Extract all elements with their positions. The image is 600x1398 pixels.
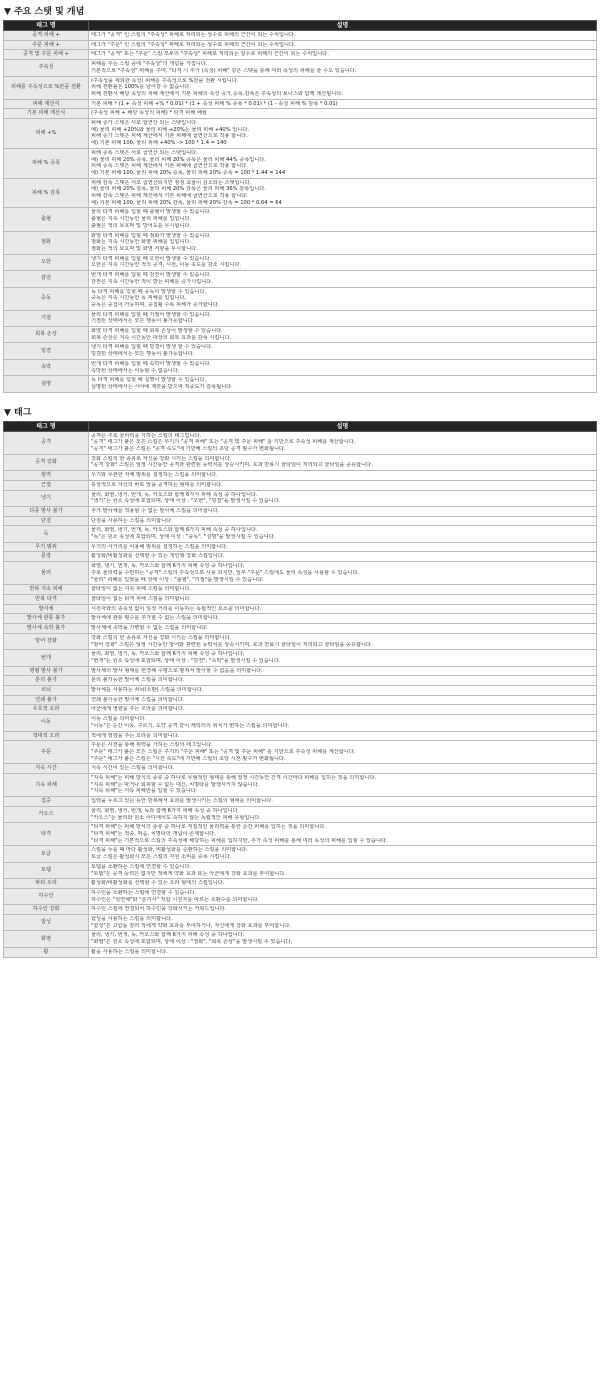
description-line: 중독은 지속 시간동안 독 피해를 입힙니다. [91,295,187,302]
table-row [4,585,597,595]
row-description [89,490,597,506]
row-description [89,480,597,490]
row-tag-name: 방어 강화 [4,633,89,649]
description-line: 이동 스킬을 의미합니다. [91,716,147,723]
row-description [89,666,597,676]
description-line: 독 타격 피해를 입힐 때 중독이 발생할 수 있습니다. [91,288,207,295]
row-tag-name: 피해 +% [4,119,89,149]
row-tag-name: 화염 [4,931,89,947]
row-description [89,50,597,60]
table-row [4,343,597,359]
row-tag-name: 주문 [4,741,89,764]
table-row [4,823,597,846]
row-description [89,454,597,470]
row-tag-name: 병렬 발사 불가 [4,666,89,676]
row-description [89,431,597,454]
row-tag-name: 회복 손상 [4,327,89,343]
table-row [4,480,597,490]
description-line: 독 타격 피해를 입힐 때 실명이 발생할 수 있습니다. [91,377,207,384]
table-row [4,208,597,231]
table-row [4,947,597,957]
description-line: 스킬을 누를 때 마다 활성화, 비활성화를 순환하는 스킬을 의미합니다. [91,847,248,854]
description-line: "카오스"는 물리와 원소 어디에서도 속하지 않는 독립적인 피해 유형입니다. [91,814,261,821]
description-line: 번개 타격 피해를 입힐 때 감전이 발생할 수 있습니다. [91,272,212,279]
row-description [89,208,597,231]
row-tag-name: 오한 [4,254,89,270]
row-description [89,376,597,392]
description-line: 피해를 주는 스킬 중에 "주속성"의 개념을 가집니다. [91,61,208,68]
row-description [89,310,597,326]
description-line: "공격" 태그가 붙은 모든 스킬은 무기의 "공격 피해" 또는 "공격 및 주문 피해" 를 기반으로 주속성 피해를 계산합니다. [91,439,356,446]
row-tag-name: 속박 [4,359,89,375]
table-row [4,846,597,862]
row-description [89,846,597,862]
description-line: "공격" 태그가 붙은 스킬은 "공격 속도"에 기반해 스킬의 초당 공격 횟수가 변화됩니다. [91,446,286,453]
header-desc: 설명 [89,421,597,431]
description-line: "냉기"는 원소 속성에 포함되며, 상태 이상 : "오한", "빙결"을 발생시킬 수 있습니다. [91,498,281,505]
tags-table-body [4,431,597,957]
description-line: "방어 강화" 스킬은 일정 시간동안 방어와 관련된 능력치를 상승시키며, 효과 만료시 쿨타임이 처리되고 쿨타임을 공유합니다. [91,641,373,648]
row-description [89,614,597,624]
description-line: 번개 타격 피해를 입힐 때 속박이 발생할 수 있습니다. [91,360,212,367]
row-tag-name: 광역 [4,471,89,481]
description-line: 태그가 "주문" 인 스킬의 "주속성" 피해로 처리되는 상수로 피해의 근간이 되는 수치입니다. [91,41,296,48]
row-description [89,695,597,705]
stats-table-body [4,31,597,393]
row-description [89,542,597,552]
row-description [89,60,597,76]
table-row [4,506,597,516]
table-row [4,40,597,50]
table-row [4,99,597,109]
description-line: "물리" 피해를 입혔을 때 상태 이상 : "출혈", "기절"을 발생시킬 수 있습니다. [91,576,264,583]
table-row [4,254,597,270]
description-line: 토템을 소환하는 스킬에 연결할 수 있습니다. [91,863,192,870]
description-line: 예) 기본 피해 100, 물리 피해 +40% -> 100 * 1.4 = 140 [91,140,227,147]
description-line: 냉기 타격 피해를 입힐 때 빙결이 발생 할 수 있습니다. [91,344,213,351]
row-description [89,148,597,178]
table-row [4,624,597,634]
row-tag-name: 피해를 주속성으로 %만큼 전환 [4,76,89,99]
description-line: 출혈은 적의 보호막 및 방어도를 무시합니다. [91,222,192,229]
table-row [4,109,597,119]
table-row [4,797,597,807]
table-row [4,650,597,666]
description-line: 예) 기본 피해 100, 물리 피해 20% 증폭, 물리 피해 20% 증폭 = 100 * 1.44 = 144 [91,169,286,176]
description-line: "타격 피해"는 기본적으로 스킬의 주속성에 해당하는 피해를 입히지만, 추가 속성 피해를 통해 여러 속성의 피해를 입힐 수 있습니다. [91,837,388,844]
table-row [4,31,597,41]
description-line: 냉기 타격 피해를 입힐 때 오한이 발생할 수 있습니다. [91,255,212,262]
row-tag-name: 우호적 오라 [4,705,89,715]
row-description [89,650,597,666]
row-description [89,604,597,614]
row-tag-name: 타격 [4,823,89,846]
header-tag: 태그 명 [4,421,89,431]
table-row [4,359,597,375]
description-line: "공격 강화" 스킬은 일정 시간동안 공격과 관련된 능력치를 상승시키며, 효과 만료시 쿨타임이 처리되고 쿨타임을 공유합니다. [91,462,373,469]
row-description [89,271,597,287]
description-line: 연쇄 불가능한 발사체 스킬을 의미합니다. [91,696,185,703]
row-tag-name: 집중 [4,797,89,807]
description-line: 출혈은 지속 시간동안 물리 피해를 입힙니다. [91,216,192,223]
table-row [4,490,597,506]
table-row [4,471,597,481]
description-line: 점화는 적의 보호막 및 화염 저항을 무시합니다. [91,245,198,252]
table-row [4,562,597,585]
description-line: 감전은 지속 시간동안 적이 받는 피해를 증가시킵니다. [91,278,213,285]
table-row [4,888,597,904]
description-line: "함성"은 고함을 질러 적에게 약화 효과를 부여하거나, 자신에게 강화 효과를 부여합니다. [91,922,291,929]
row-description [89,595,597,605]
row-tag-name: 피해 계산식 [4,99,89,109]
row-tag-name: 활 [4,947,89,957]
description-line: 태그가 "공격" 또는 "주문" 스킬 모두의 "주속성" 피해로 처리되는 상수로 피해의 근간이 되는 수치입니다. [91,51,329,58]
table-row [4,552,597,562]
row-description [89,741,597,764]
description-line: 함성을 사용하는 스킬을 의미합니다. [91,916,173,923]
section-title-stats: ▼ 주요 스탯 및 개념 [4,7,85,17]
description-line: 피해 전환률은 100%를 넘어갈 수 없습니다. [91,84,191,91]
table-row [4,905,597,915]
description-line: 적에게 영향을 주는 오라를 의미합니다. [91,732,180,739]
row-description [89,915,597,931]
row-tag-name: 반복 타격 [4,595,89,605]
stats-table [3,20,597,393]
table-row [4,915,597,931]
row-description [89,931,597,947]
row-tag-name: 물리 [4,562,89,585]
row-tag-name: 적대적 오라 [4,731,89,741]
description-line: 하수인 스킬에 연결되어 하수인을 강화시키는 키워드입니다. [91,906,227,913]
row-description [89,119,597,149]
row-tag-name: 중독 [4,287,89,310]
description-line: 발사체에 속박을 가변할 수 없는 스킬을 의미합니다. [91,625,208,632]
table-row [4,806,597,822]
row-tag-name: 빙결 [4,343,89,359]
row-tag-name: 토템 [4,862,89,878]
row-description [89,562,597,585]
description-line: 토글 스킬은 활성화시 모든 스킬의 자원 소비를 증폭 시킵니다. [91,854,232,861]
description-line: 지속 시간이 있는 스킬을 의미합니다. [91,765,175,772]
row-tag-name: 토글 [4,846,89,862]
description-line: 활성화/비활성화를 선택할 수 있는 개인형 강화 스킬입니다. [91,553,225,560]
row-tag-name: 공격 강화 [4,454,89,470]
description-line: 활을 사용하는 스킬을 의미합니다. [91,948,168,955]
table-row [4,231,597,254]
description-line: "타격 피해"는 적중, 막음, 치명타의 개념이 존재합니다. [91,830,216,837]
description-line: 피해 증가 스탯은 피해 계산에서 기본 피해에 곱연산으로 작용 합니다. [91,133,248,140]
row-description [89,99,597,109]
row-tag-name: 이동 [4,715,89,731]
description-line: 통상적으로 자신의 바로 앞을 공격하는 형태를 의미합니다. [91,481,223,488]
row-description [89,231,597,254]
row-tag-name: 반복 지속 피해 [4,585,89,595]
table-row [4,715,597,731]
description-line: 발사체를 사용하는 쇠뇌(소환) 스킬을 의미합니다. [91,687,204,694]
row-description [89,731,597,741]
row-tag-name: 발사체 관통 불가 [4,614,89,624]
table-row [4,431,597,454]
description-line: 기본 피해 * (1 + 속성 피해 +% * 0.01) * (1 + 속성 피해 % 증폭 * 0.01) * (1 - 속성 피해 % 감폭 * 0.01) [91,100,338,107]
description-line: 단검을 사용하는 스킬을 의미합니다. [91,517,173,524]
description-line: "지속 피해"는 막거나 회피할 수 없는 대신, 치명타를 발생시키지 않습니다. [91,781,260,788]
row-description [89,705,597,715]
row-tag-name: 분리 불가 [4,676,89,686]
description-line: "주문" 태그가 붙은 스킬은 "시전 속도"에 기반해 스킬의 초당 시전 횟수가 변화됩니다. [91,755,286,762]
description-line: 피해 증폭 스탯은 서로 곱연산 되는 스탯입니다. [91,149,198,156]
row-tag-name: 카오스 [4,806,89,822]
description-line: 시전자와의 종속성 없이 일정 거리를 이동하는 독립적인 요소를 의미합니다. [91,605,262,612]
row-description [89,806,597,822]
table-header [4,21,597,31]
row-description [89,471,597,481]
row-tag-name: 발사체 [4,604,89,614]
row-tag-name: 기절 [4,310,89,326]
row-tag-name: 파티 오라 [4,879,89,889]
description-line: 추가 발사체를 적용할 수 없는 발사체 스킬을 의미합니다. [91,507,220,514]
description-line: 하수인을 소환하는 스킬에 연결할 수 있습니다. [91,889,197,896]
description-line: 피해 증가 스탯은 서로 합연산 되는 스탯입니다. [91,120,198,127]
row-tag-name: 지속 피해 [4,774,89,797]
table-row [4,526,597,542]
row-tag-name: 공격 [4,431,89,454]
header-desc: 설명 [89,21,597,31]
table-row [4,310,597,326]
description-line: 피해 감폭 스탯은 서로 곱연산되지만 점점 효율이 감소되는 스탯입니다. [91,179,252,186]
table-row [4,287,597,310]
description-line: 무기의 사거리를 이용해 범위를 설정하는 스킬을 의미합니다. [91,543,228,550]
table-row [4,376,597,392]
description-line: 빙결된 상태에서는 모든 행동이 불가능합니다. [91,351,195,358]
description-line: 실명된 상태에서는 시야에 제한을 받으며 적중도가 감폭됩니다. [91,383,233,390]
row-tag-name: 근접 [4,480,89,490]
tags-table [3,421,597,958]
row-description [89,676,597,686]
description-line: 예) 물리 피해 20% 감폭, 물리 피해 20% 감폭은 물리 피해 36% 감폭입니다. [91,186,266,193]
description-line: 예) 물리 피해 +20%와 물리 피해 +20%는 물리 피해 +40% 입니다. [91,126,249,133]
row-tag-name: 번개 [4,650,89,666]
row-tag-name: 함성 [4,915,89,931]
table-row [4,931,597,947]
section-title-tags: ▼ 태그 [4,407,32,418]
row-description [89,178,597,208]
description-line: 피해 증폭 스탯은 피해 계산에서 기본 피해에 곱연산으로 작용 합니다. [91,163,248,170]
row-description [89,76,597,99]
row-tag-name: 하수인 강화 [4,905,89,915]
table-row [4,542,597,552]
row-tag-name: 공격 및 주문 피해 + [4,50,89,60]
row-description [89,686,597,696]
row-tag-name: 쇠뇌 [4,686,89,696]
row-description [89,888,597,904]
row-description [89,516,597,526]
description-line: 중독은 중첩이 가능하며, 중첩될 수록 피해가 증가합니다. [91,301,220,308]
row-tag-name: 실명 [4,376,89,392]
table-row [4,695,597,705]
description-line: 강화 스킬의 한 종류로 자신을 강화 시키는 스킬을 의미합니다. [91,634,232,641]
row-description [89,947,597,957]
row-description [89,109,597,119]
row-description [89,506,597,516]
description-line: 물리, 화염, 냉기, 번개, 독, 카오스와 함께 6가지 피해 속성 중 하나입니다. [91,491,258,498]
row-tag-name: 주속성 [4,60,89,76]
table-row [4,676,597,686]
description-line: "지속 피해"는 피해 방식의 종류 중 하나로 무형적인 형태를 통해 일정 시간동안 간격 시간마다 피해를 입히는 것을 의미합니다. [91,775,377,782]
description-line: 활성화/비활성화를 선택할 수 있는 오라 형태의 스킬입니다. [91,880,225,887]
row-tag-name: 피해 % 증폭 [4,148,89,178]
table-row [4,879,597,889]
table-row [4,178,597,208]
description-line: 물리, 화염, 냉기, 번개, 독, 카오스와 함께 6가지 피해 속성 중 하나입니다. [91,527,258,534]
row-tag-name: 지속 시간 [4,764,89,774]
table-row [4,60,597,76]
table-row [4,614,597,624]
description-line: (주속성을 제외한 속성) 피해를 주속성으로 %만큼 전환 시킵니다. [91,77,239,84]
row-tag-name: 발사체 속박 불가 [4,624,89,634]
table-row [4,633,597,649]
description-line: 피해 감폭 스탯은 피해 계산에서 기본 피해에 곱연산으로 작용 합니다. [91,193,248,200]
description-line: 기본적으로 "주속성" 피해를 주며, "타격 시 추가 (속성) 피해" 같은 스탯을 통해 여러 속성의 피해를 줄 수도 있습니다. [91,67,357,74]
row-description [89,343,597,359]
row-tag-name: 하수인 [4,888,89,904]
description-line: 기절된 상태에서는 모든 행동이 불가능합니다. [91,318,195,325]
row-tag-name: 주문 피해 + [4,40,89,50]
row-tag-name: 무기 범위 [4,542,89,552]
row-tag-name: 점화 [4,231,89,254]
row-description [89,254,597,270]
description-line: 태그가 "공격" 인 스킬의 "주속성" 피해로 처리되는 상수로 피해의 근간이 되는 수치입니다. [91,32,296,38]
row-description [89,715,597,731]
description-line: 주로 물리력을 수반하는 "공격" 스킬의 주속성으로 사용 되지만, 일부 "주문" 스킬에도 물리 속성을 사용할 수 있습니다. [91,569,360,576]
description-line: "번개"는 원소 속성에 포함되며, 상태 이상 : "감전", "속박"을 발생시킬 수 있습니다. [91,657,281,664]
description-line: 분리 불가능한 발사체 스킬을 의미합니다. [91,677,185,684]
description-line: 화염 타격 피해를 입힐 때 점화가 발생할 수 있습니다. [91,232,212,239]
description-line: 화염, 냉기, 번개, 독, 카오스와 함께 6가지 피해 속성 중 하나입니다. [91,563,245,570]
description-line: 발사체의 발사 형태를 변경해 수평으로 펼쳐서 발사할 수 없음을 의미합니다. [91,667,263,674]
description-line: 쿨타임이 없는 타격 피해 스킬을 의미합니다. [91,596,192,602]
description-line: 속박된 상태에서는 이동할 수 없습니다. [91,367,180,374]
description-line: 피해 전환시 해당 속성의 피해 계산에서 기본 피해의 속성 증가,증폭,감폭은 주속성의 보너스와 함께 계산됩니다. [91,90,343,97]
table-row [4,595,597,605]
row-description [89,764,597,774]
table-row [4,774,597,797]
row-description [89,797,597,807]
description-line: 입력을 누르고 있는 동안 반복해서 효과를 발생시키는 스킬의 형태를 의미합니다. [91,798,273,805]
row-description [89,774,597,797]
row-tag-name: 공격 피해 + [4,31,89,41]
table-row [4,731,597,741]
description-line: 강화 스킬의 한 종류로 자신을 강화 시키는 스킬을 의미합니다. [91,455,232,462]
row-tag-name: 문장 [4,552,89,562]
row-tag-name: 출혈 [4,208,89,231]
description-line: "타격 피해"는 피해 방식의 종류 중 하나로 직접적인 물리력을 통한 순간 피해를 입히는 것을 의미합니다. [91,824,326,831]
header-tag: 태그 명 [4,21,89,31]
description-line: 예) 기본 피해 100, 물리 피해 20% 감폭, 물리 피해 20% 감폭 = 100 * 0.64 = 64 [91,199,282,206]
table-row [4,705,597,715]
row-description [89,526,597,542]
table-row [4,764,597,774]
description-line: 물리 타격 피해를 입힐 때 기절이 발생할 수 있습니다. [91,311,212,318]
description-line: "독"은 원소 속성에 포함되며, 상태 이상 : "중독", "실명"을 발생시킬 수 있습니다. [91,534,276,541]
description-line: 물리, 화염, 냉기, 번개, 독과 함께 6가지 피해 속성 중 하나입니다. [91,807,240,814]
table-row [4,271,597,287]
row-tag-name: 감전 [4,271,89,287]
row-description [89,585,597,595]
table-row [4,327,597,343]
row-tag-name: 다중 발사 불가 [4,506,89,516]
description-line: (주속성 피해 + 해당 속성의 피해) * 타격 피해 배율 [91,110,208,117]
table-row [4,604,597,614]
description-line: 점화는 지속 시간동안 화염 피해를 입힙니다. [91,239,192,246]
description-line: 아군에게 영향을 주는 오라를 의미합니다. [91,706,185,713]
table-row [4,76,597,99]
description-line: "토템"은 공격 능력은 없지만 적에게 약화 효과 또는 아군에게 강화 효과를 부여합니다. [91,870,286,877]
description-line: 공격은 주로 물리력을 가하는 스킬의 태그입니다. [91,432,202,439]
description-line: 오한은 지속 시간동안 적의 공격, 시전, 이동 속도를 감소 시킵니다. [91,262,242,269]
row-description [89,633,597,649]
row-description [89,879,597,889]
row-description [89,624,597,634]
description-line: "지속 피해"는 지속 피해만을 입힐 수 있습니다. [91,788,198,795]
table-row [4,862,597,878]
row-description [89,823,597,846]
description-line: 하수인은 "심연체"와 "룬기사" 처럼 시전자를 따르는 소환수를 의미합니다. [91,896,260,903]
description-line: "이동"은 순간 이동, 구르기, 도약 공격 같이 캐릭터의 위치가 변하는 스킬을 의미합니다. [91,722,290,729]
row-tag-name: 피해 % 감폭 [4,178,89,208]
description-line: 쿨타임이 없는 지속 피해 스킬을 의미합니다. [91,586,192,593]
row-description [89,327,597,343]
table-row [4,148,597,178]
row-tag-name: 냉기 [4,490,89,506]
description-line: 회복 손상은 지속 시간동안 대상의 회복 효과를 감폭 시킵니다. [91,334,232,341]
table-row [4,119,597,149]
table-row [4,666,597,676]
table-row [4,50,597,60]
row-description [89,359,597,375]
description-line: 물리, 냉기, 번개, 독, 카오스와 함께 6가지 피해 속성 중 하나입니다. [91,932,245,939]
description-line: 물리, 화염, 냉기, 독, 카오스와 함께 6가지 피해 속성 중 하나입니다. [91,651,245,658]
table-row [4,516,597,526]
description-line: 물리 타격 피해를 입힐 때 출혈이 발생할 수 있습니다. [91,209,212,216]
description-line: "주문" 태그가 붙은 모든 스킬은 주기의 "주문 피해" 또는 "공격 및 주문 피해" 를 기반으로 주속성 피해를 계산합니다. [91,748,356,755]
table-header [4,421,597,431]
table-row [4,741,597,764]
row-description [89,31,597,41]
row-tag-name: 단검 [4,516,89,526]
row-description [89,862,597,878]
table-row [4,686,597,696]
description-line: 주문은 시전을 통해 위력을 가하는 스킬의 태그입니다. [91,742,213,749]
row-description [89,552,597,562]
row-tag-name: 독 [4,526,89,542]
row-description [89,905,597,915]
row-description [89,40,597,50]
row-description [89,287,597,310]
row-tag-name: 연쇄 불가 [4,695,89,705]
row-tag-name: 기본 피해 계산식 [4,109,89,119]
description-line: 예) 물리 피해 20% 증폭, 물리 피해 20% 증폭은 물리 피해 44% 증폭입니다. [91,156,266,163]
description-line: "화염"은 원소 속성에 포함되며, 상태 이상 : "점화", "회복 손상"을 발생시킬 수 있습니다. [91,939,293,946]
description-line: 무기와 무관한 자체 범위를 설정하는 스킬을 의미합니다. [91,472,218,479]
description-line: 발사체에 관통 횟수를 추가할 수 없는 스킬을 의미합니다. [91,615,220,622]
table-row [4,454,597,470]
description-line: 화염 타격 피해를 입힐 때 회복 손상이 발생할 수 있습니다. [91,328,223,335]
